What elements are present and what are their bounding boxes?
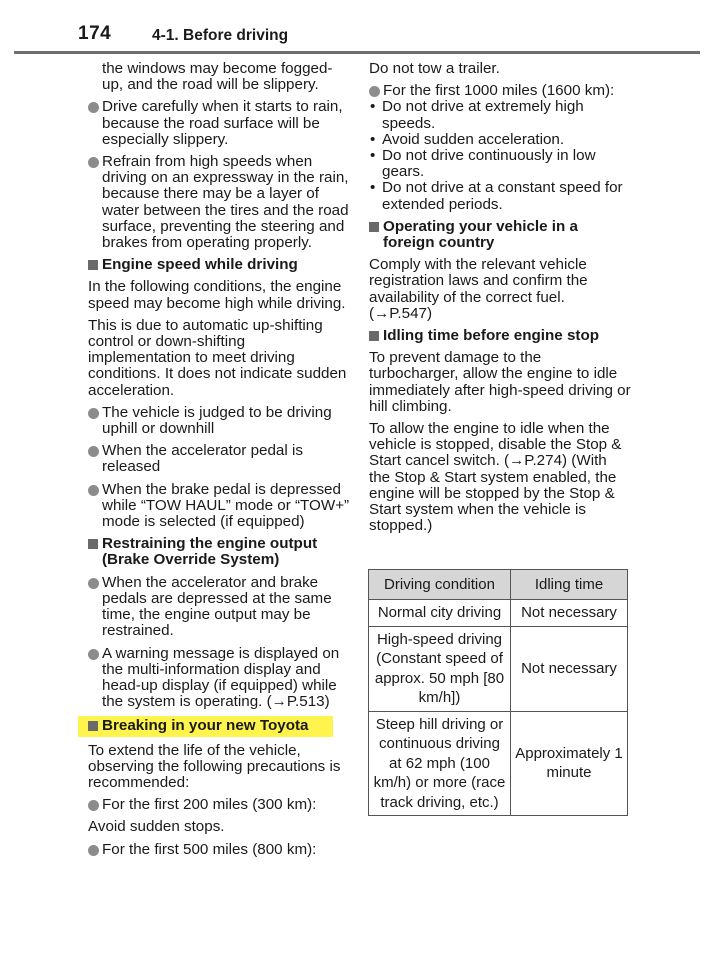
engine-speed-para-2: This is due to automatic up-shifting control or down-shifting implementation to meet driving conditions. It does not indicate sudden acceleration. <box>88 316 347 399</box>
page-header <box>14 20 700 54</box>
left-column <box>88 61 350 864</box>
first-1000-bullet: For the first 1000 miles (1600 km): <box>369 83 631 99</box>
foreign-text: Comply with the relevant vehicle registration laws and confirm the availability of the correct fuel. (→P.547) <box>369 256 588 322</box>
intro-continuation: the windows may become fogged-up, and the road will be slippery. <box>102 60 333 94</box>
table-cell: Steep hill driving or continuous driving at 62 mph (100 km/h) or more (race track driving, etc.) <box>369 711 511 816</box>
idling-para-1: To prevent damage to the turbocharger, allow the engine to idle immediately after high-speed driving or hill climbing. <box>369 349 631 415</box>
foreign-heading: Operating your vehicle in a foreign country <box>369 219 631 251</box>
restraining-heading: Restraining the engine output (Brake Override System) <box>88 536 350 568</box>
table-row <box>369 600 628 627</box>
table-header-idling: Idling time <box>511 570 628 600</box>
idling-para-2: To allow the engine to idle when the vehicle is stopped, disable the Stop & Start cancel switch. (→P.274) (With the Stop & Start system enabled, the engine will be stopped by the Stop & Start system when the vehicle is stopped.) <box>369 420 622 535</box>
table-row <box>369 711 628 816</box>
table-cell: High-speed driving (Constant speed of approx. 50 mph [80 km/h]) <box>369 626 511 711</box>
breaking-in-heading: Breaking in your new Toyota <box>78 716 333 736</box>
engine-speed-para-1: In the following conditions, the engine speed may become high while driving. <box>88 278 346 312</box>
right-column <box>369 61 631 540</box>
table-row <box>369 626 628 711</box>
page-number: 174 <box>78 23 112 44</box>
table-cell: Not necessary <box>511 600 628 627</box>
list-item: • Avoid sudden acceleration. <box>369 132 631 148</box>
first-1000-list <box>369 99 631 212</box>
list-item: • Do not drive continuously in low gears. <box>369 148 631 180</box>
breaking-in-intro: To extend the life of the vehicle, observing the following precautions is recommended: <box>88 741 341 791</box>
engine-speed-bullet-3: When the brake pedal is depressed while “TOW HAUL” mode or “TOW+” mode is selected (if equipped) <box>88 482 350 531</box>
idling-time-table <box>368 569 628 816</box>
first-200-text: Avoid sudden stops. <box>88 818 225 836</box>
table-cell: Approximately 1 minute <box>511 711 628 816</box>
table-header-row <box>369 570 628 600</box>
rain-bullet-2: Refrain from high speeds when driving on an expressway in the rain, because there may be a layer of water between the tires and the road surface, preventing the steering and brakes from operating properly. <box>88 154 350 251</box>
engine-speed-heading: Engine speed while driving <box>88 257 350 273</box>
idling-heading: Idling time before engine stop <box>369 328 631 344</box>
list-item: • Do not drive at extremely high speeds. <box>369 99 631 131</box>
table-cell: Normal city driving <box>369 600 511 627</box>
table-cell: Not necessary <box>511 626 628 711</box>
table-header-condition: Driving condition <box>369 570 511 600</box>
tow-text: Do not tow a trailer. <box>369 60 500 77</box>
engine-speed-bullet-2: When the accelerator pedal is released <box>88 443 350 475</box>
restraining-bullet-2: A warning message is displayed on the multi-information display and head-up display (if equipped) while the system is operating. (→P.513) <box>88 646 350 711</box>
restraining-bullet-1: When the accelerator and brake pedals are depressed at the same time, the engine output may be restrained. <box>88 575 350 640</box>
first-200-bullet: For the first 200 miles (300 km): <box>88 797 350 813</box>
list-item: • Do not drive at a constant speed for extended periods. <box>369 180 631 212</box>
section-title: 4-1. Before driving <box>152 27 289 44</box>
engine-speed-bullet-1: The vehicle is judged to be driving uphill or downhill <box>88 405 350 437</box>
first-500-bullet: For the first 500 miles (800 km): <box>88 842 350 858</box>
rain-bullet-1: Drive carefully when it starts to rain, because the road surface will be especially slippery. <box>88 99 350 148</box>
